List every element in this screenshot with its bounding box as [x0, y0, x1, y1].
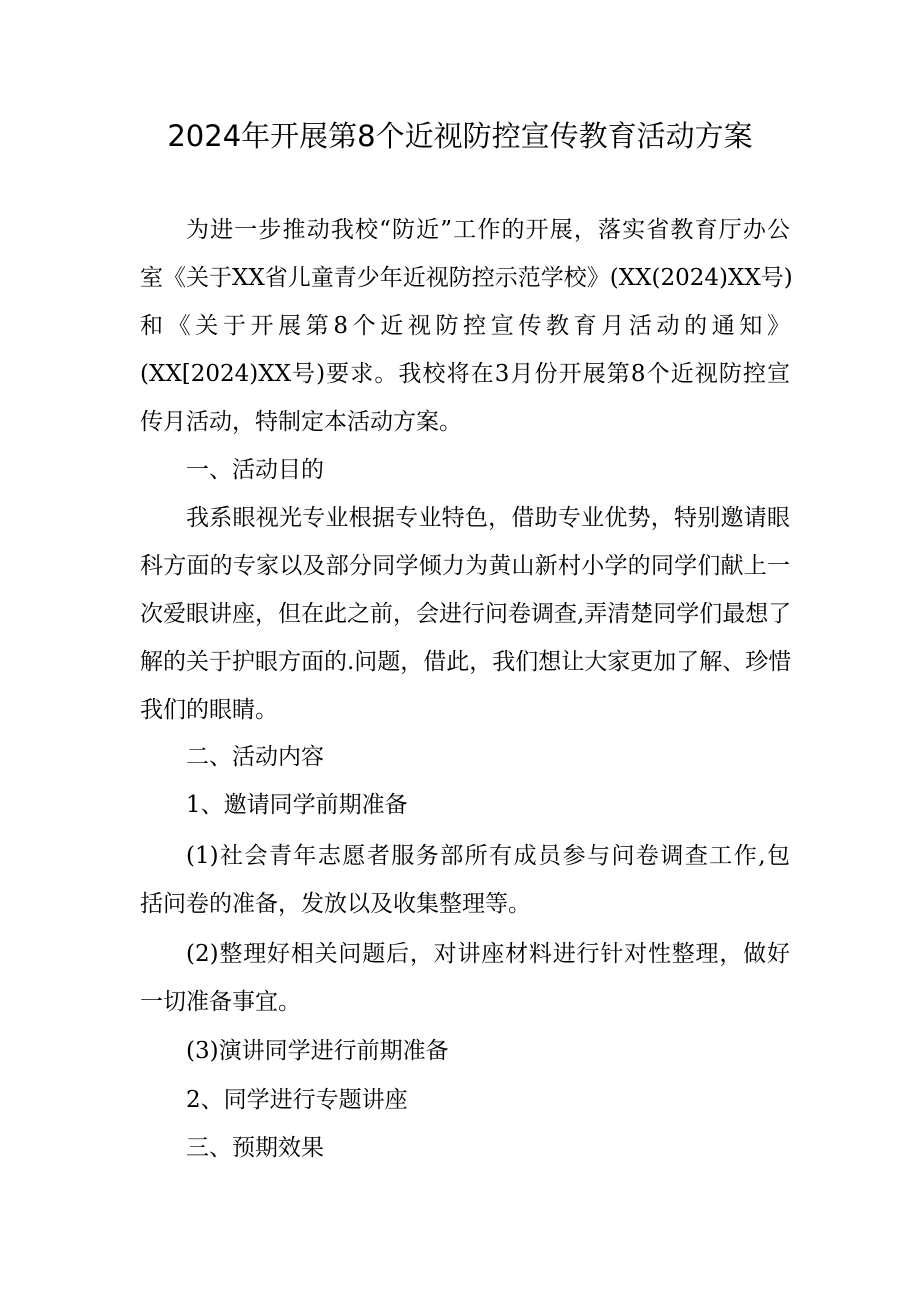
intro-line: 传月活动，特制定本活动方案。	[140, 409, 462, 435]
item-heading-invite	[140, 781, 790, 829]
sub-item-line: (3)演讲同学进行前期准备	[186, 1038, 449, 1064]
purpose-line: 次爱眼讲座，但在此之前，会进行问卷调查,弄清楚同学们最想了	[140, 601, 792, 627]
intro-line: (XX[2024)XX号)要求。我校将在3月份开展第8个近视防控宣	[140, 361, 790, 387]
item-heading-lecture	[140, 1076, 790, 1124]
sub-item-line: 一切准备事宜。	[140, 989, 301, 1015]
purpose-line: 我系眼视光专业根据专业特色，借助专业优势，特别邀请眼	[186, 505, 790, 531]
document-title: 2024年开展第8个近视防控宣传教育活动方案	[167, 119, 753, 153]
sub-item-3	[140, 1027, 790, 1075]
section-heading-text: 三、预期效果	[186, 1135, 324, 1161]
purpose-paragraph	[140, 494, 790, 734]
sub-item-line: (1)社会青年志愿者服务部所有成员参与问卷调查工作,包	[186, 843, 790, 869]
purpose-line: 解的关于护眼方面的.问题，借此，我们想让大家更加了解、珍惜	[140, 649, 792, 675]
item-heading-text: 1、邀请同学前期准备	[186, 792, 408, 818]
section-heading-content	[140, 733, 790, 781]
sub-item-1	[140, 832, 790, 928]
sub-item-2	[140, 930, 790, 1026]
purpose-line: 我们的眼睛。	[140, 697, 278, 723]
sub-item-line: 括问卷的准备，发放以及收集整理等。	[140, 891, 531, 917]
item-heading-text: 2、同学进行专题讲座	[186, 1087, 408, 1113]
section-heading-text: 二、活动内容	[186, 744, 324, 770]
section-heading-purpose	[140, 446, 790, 494]
intro-line: 室《关于XX省儿童青少年近视防控示范学校》(XX(2024)XX号)	[140, 265, 793, 291]
intro-line: 和《关于开展第8个近视防控宣传教育月活动的通知》	[140, 313, 790, 339]
intro-line: 为进一步推动我校“防近”工作的开展，落实省教育厅办公	[186, 217, 790, 243]
purpose-line: 科方面的专家以及部分同学倾力为黄山新村小学的同学们献上一	[140, 553, 790, 579]
section-heading-text: 一、活动目的	[186, 457, 324, 483]
section-heading-effect	[140, 1124, 790, 1172]
sub-item-line: (2)整理好相关问题后，对讲座材料进行针对性整理，做好	[186, 941, 790, 967]
intro-paragraph	[140, 206, 793, 446]
